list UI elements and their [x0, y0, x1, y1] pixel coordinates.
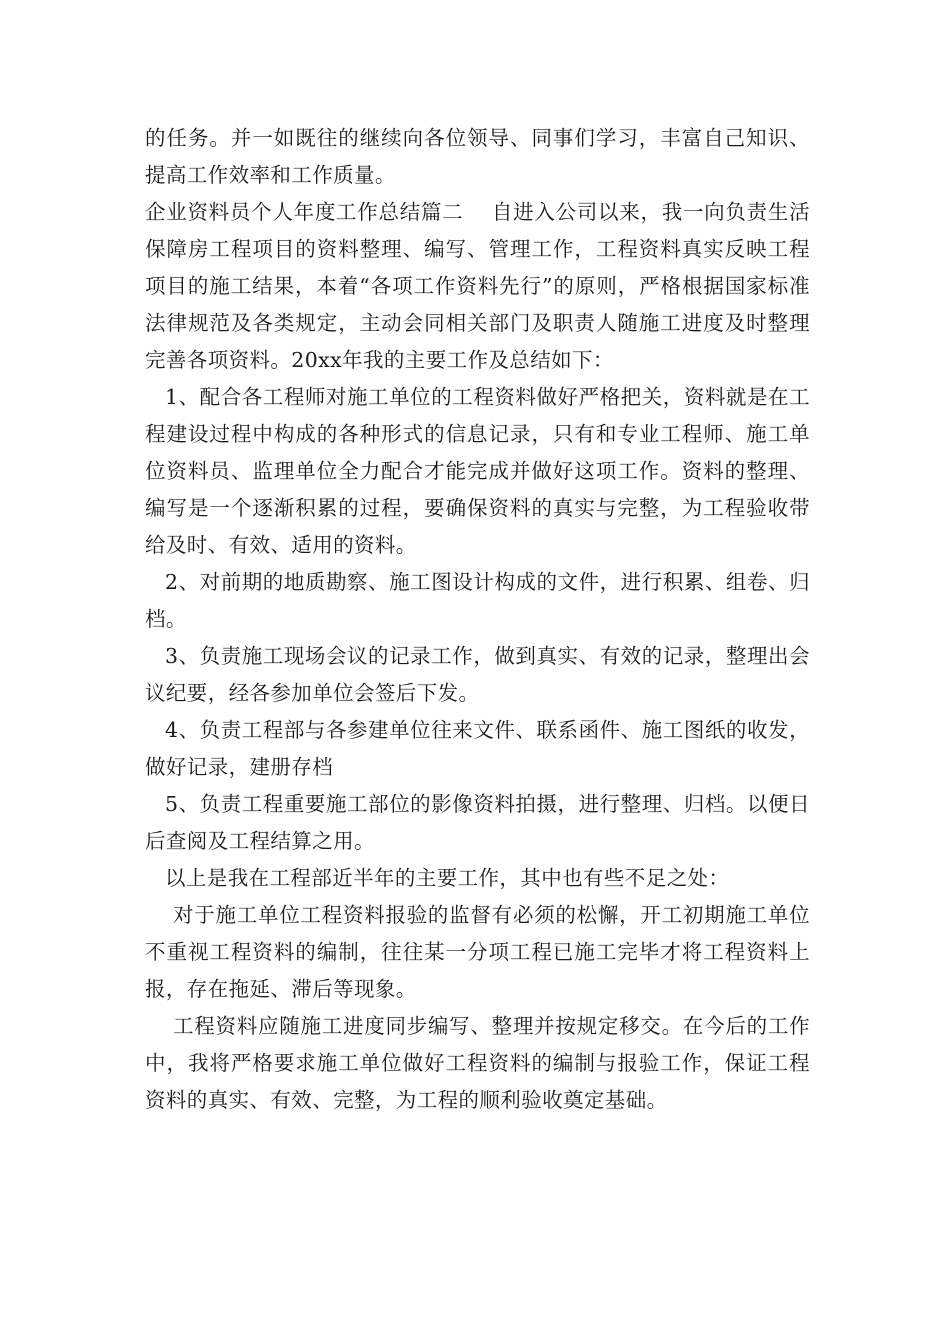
paragraph-future-plan: 工程资料应随施工进度同步编写、整理并按规定移交。在今后的工作中，我将严格要求施工单位做好工程资料的编制与报验工作，保证工程资料的真实、有效、完整，为工程的顺利验收奠定基础。: [145, 1014, 810, 1112]
paragraph-continuation: 的任务。并一如既往的继续向各位领导、同事们学习，丰富自己知识、提高工作效率和工作质量。: [145, 126, 810, 187]
paragraph-item-4: 4、负责工程部与各参建单位往来文件、联系函件、施工图纸的收发，做好记录，建册存档: [145, 718, 810, 779]
paragraph-shortcomings-intro: 以上是我在工程部近半年的主要工作，其中也有些不足之处：: [165, 866, 730, 890]
paragraph-section-heading: 企业资料员个人年度工作总结篇二 自进入公司以来，我一向负责生活保障房工程项目的资料整理、编写、管理工作，工程资料真实反映工程项目的施工结果，本着“各项工作资料先行”的原则，严格根据国家标准法律规范及各类规定，主动会同相关部门及职责人随施工进度及时整理完善各项资料。20xx年我的主要工作及总结如下：: [145, 200, 810, 372]
paragraph-item-3: 3、负责施工现场会议的记录工作，做到真实、有效的记录，整理出会议纪要，经各参加单位会签后下发。: [145, 644, 810, 705]
document-body: [145, 120, 810, 1119]
paragraph-item-1: 1、配合各工程师对施工单位的工程资料做好严格把关，资料就是在工程建设过程中构成的各种形式的信息记录，只有和专业工程师、施工单位资料员、监理单位全力配合才能完成并做好这项工作。资料的整理、编写是一个逐渐积累的过程，要确保资料的真实与完整，为工程验收带给及时、有效、适用的资料。: [145, 385, 810, 557]
paragraph-shortcomings: 对于施工单位工程资料报验的监督有必须的松懈，开工初期施工单位不重视工程资料的编制，往往某一分项工程已施工完毕才将工程资料上报，存在拖延、滞后等现象。: [145, 903, 810, 1001]
paragraph-item-2: 2、对前期的地质勘察、施工图设计构成的文件，进行积累、组卷、归档。: [145, 570, 810, 631]
paragraph-item-5: 5、负责工程重要施工部位的影像资料拍摄，进行整理、归档。以便日后查阅及工程结算之用。: [145, 792, 810, 853]
